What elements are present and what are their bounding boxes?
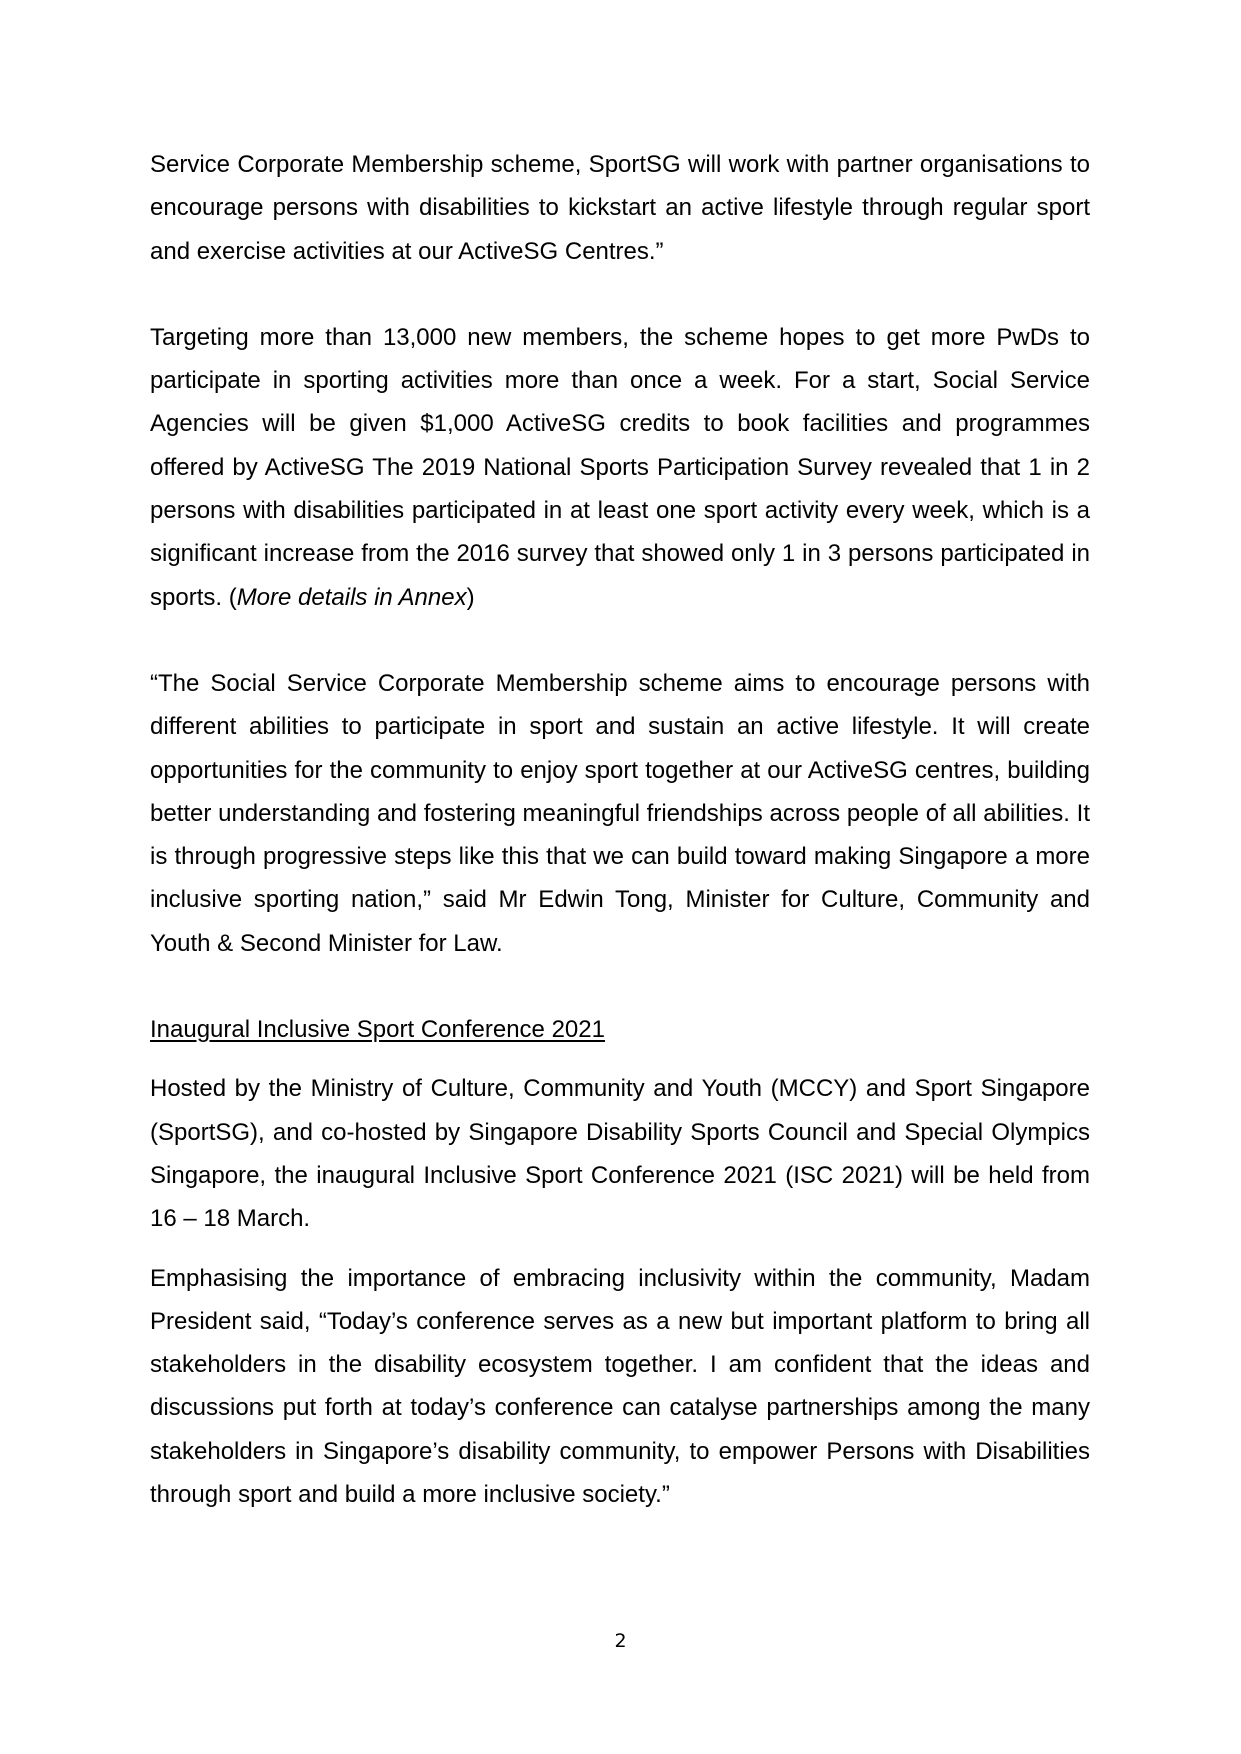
paragraph-minister-quote: “The Social Service Corporate Membership scheme aims to encourage persons with different abilities to participate in sport and sustain an active lifestyle. It will create opportunities for the community to enjoy sport together at our ActiveSG centres, building better understanding and fostering meaningful friendships across people of all abilities. It is through progressive steps like this that we can build toward making Singapore a more inclusive sporting nation,” said Mr Edwin Tong, Minister for Culture, Community and Youth & Second Minister for Law. (150, 669, 1090, 957)
paragraph-conference-hosts: Hosted by the Ministry of Culture, Community and Youth (MCCY) and Sport Singapore (SportSG), and co-hosted by Singapore Disability Sports Council and Special Olympics Singapore, the inaugural Inclusive Sport Conference 2021 (ISC 2021) will be held from 16 – 18 March. (150, 1075, 1090, 1233)
paragraph-targeting-members-text: Targeting more than 13,000 new members, the scheme hopes to get more PwDs to participate in sporting activities more than once a week. For a start, Social Service Agencies will be given $1,000 ActiveSG credits to book facilities and programmes offered by ActiveSG The 2019 National Sports Participation Survey revealed that 1 in 2 persons with disabilities participated in at least one sport activity every week, which is a significant increase from the 2016 survey that showed only 1 in 3 persons participated in sports. ( (150, 323, 1090, 611)
paragraph-membership-quote-end: Service Corporate Membership scheme, SportSG will work with partner organisations to encourage persons with disabilities to kickstart an active lifestyle through regular sport and exercise activities at our ActiveSG Centres.” (150, 151, 1090, 265)
section-heading-conference: Inaugural Inclusive Sport Conference 2021 (150, 1016, 605, 1044)
paragraph-closing-paren: ) (466, 583, 475, 611)
page-number: 2 (614, 1630, 627, 1652)
paragraph-targeting-members (150, 316, 1090, 619)
annex-reference: More details in Annex (236, 583, 467, 611)
paragraph-president-quote: Emphasising the importance of embracing inclusivity within the community, Madam President said, “Today’s conference serves as a new but important platform to bring all stakeholders in the disability ecosystem together. I am confident that the ideas and discussions put forth at today’s conference can catalyse partnerships among the many stakeholders in Singapore’s disability community, to empower Persons with Disabilities through sport and build a more inclusive society.” (150, 1264, 1090, 1509)
document-page (150, 143, 1090, 1516)
